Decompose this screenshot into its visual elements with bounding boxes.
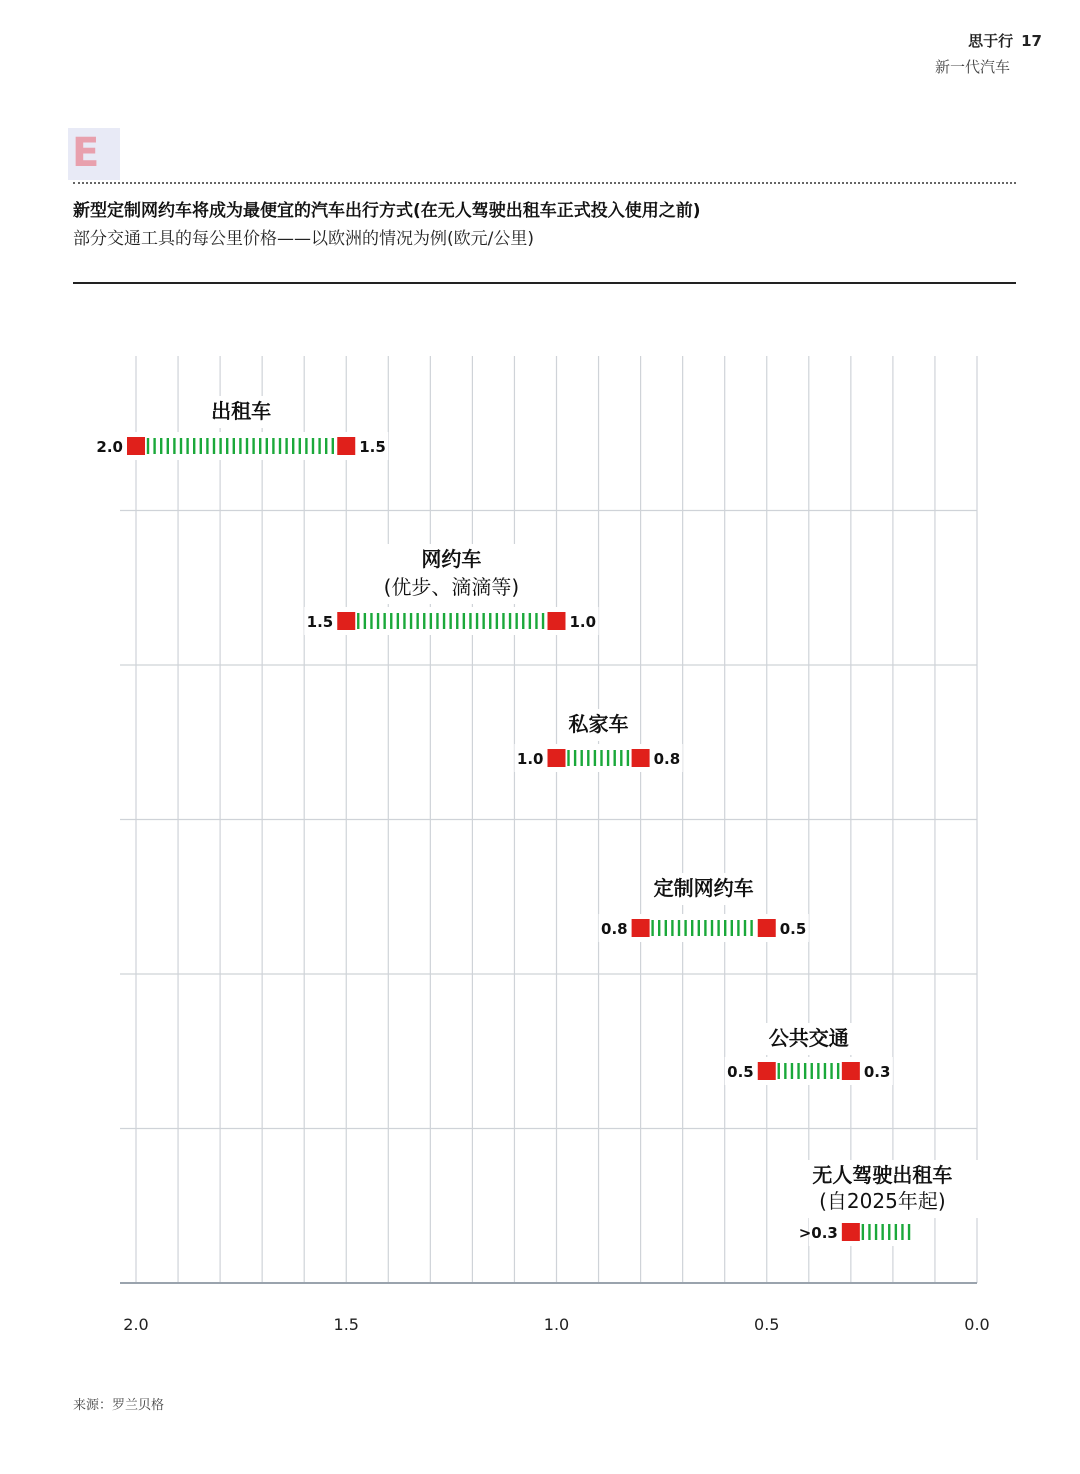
- range-end-marker: [842, 1062, 860, 1080]
- range-start-marker: [548, 749, 566, 767]
- source-note: 来源：罗兰贝格: [73, 1398, 165, 1413]
- chart-subtitle: 部分交通工具的每公里价格——以欧洲的情况为例(欧元/公里): [73, 229, 534, 249]
- range-end-marker: [758, 919, 776, 937]
- range-start-label: 0.5: [727, 1063, 754, 1081]
- series-name-note: (自2025年起): [819, 1189, 946, 1213]
- range-end-label: 1.5: [359, 438, 386, 456]
- range-start-label: 2.0: [96, 438, 123, 456]
- series-name: 公共交通: [768, 1026, 849, 1050]
- range-start-marker: [842, 1223, 860, 1241]
- series-name: 网约车: [421, 547, 482, 571]
- range-end-marker: [337, 437, 355, 455]
- publication-name: 思于行: [968, 32, 1014, 50]
- range-start-marker: [337, 612, 355, 630]
- range-start-marker: [632, 919, 650, 937]
- page-number: 17: [1021, 32, 1042, 50]
- x-tick-label: 2.0: [123, 1315, 149, 1334]
- series-name: 私家车: [568, 712, 629, 736]
- range-start-marker: [127, 437, 145, 455]
- figure-badge: E: [68, 128, 120, 180]
- range-end-marker: [548, 612, 566, 630]
- range-end-marker: [632, 749, 650, 767]
- range-start-marker: [758, 1062, 776, 1080]
- section-name: 新一代汽车: [934, 58, 1010, 76]
- range-start-label: 1.5: [306, 613, 334, 631]
- range-end-label: 0.3: [863, 1063, 891, 1081]
- x-tick-label: 0.5: [754, 1315, 780, 1334]
- range-end-label: 0.5: [779, 920, 807, 938]
- series-name: 定制网约车: [653, 876, 754, 900]
- x-tick-label: 1.5: [333, 1315, 359, 1334]
- range-end-label: 1.0: [569, 613, 597, 631]
- range-bar-background: [599, 914, 809, 942]
- range-start-label: >0.3: [798, 1224, 838, 1242]
- series-name: 出租车: [211, 399, 272, 423]
- chart-title: 新型定制网约车将成为最便宜的汽车出行方式(在无人驾驶出租车正式投入使用之前): [73, 201, 701, 221]
- x-tick-label: 0.0: [964, 1315, 990, 1334]
- range-start-label: 0.8: [601, 920, 628, 938]
- series-name-note: (优步、滴滴等): [383, 575, 520, 599]
- x-tick-label: 1.0: [543, 1315, 570, 1334]
- range-end-label: 0.8: [653, 750, 681, 768]
- series-name: 无人驾驶出租车: [812, 1163, 953, 1187]
- range-start-label: 1.0: [516, 750, 544, 768]
